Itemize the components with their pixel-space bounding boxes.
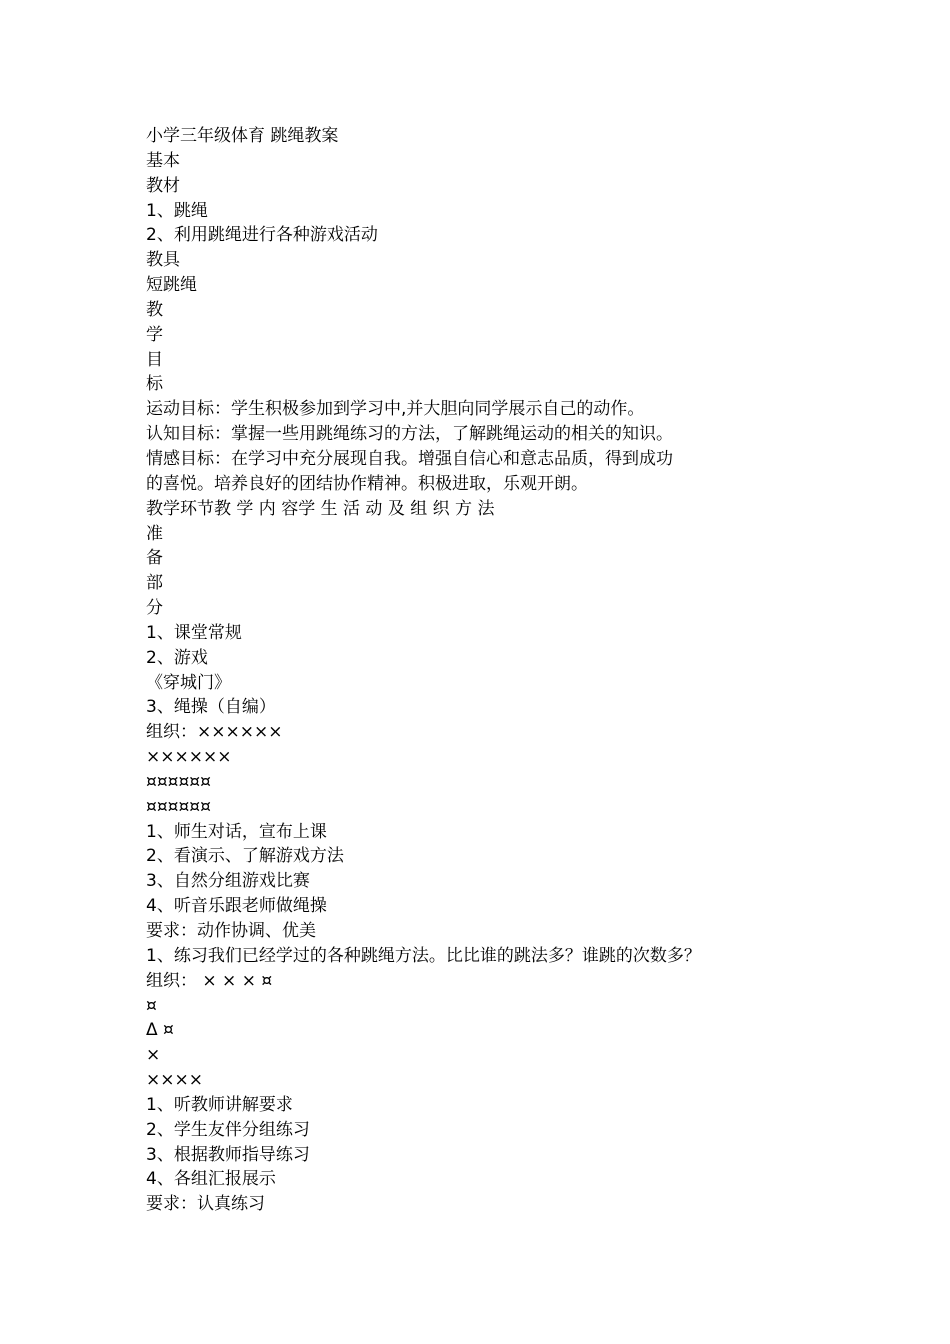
document-title: 小学三年级体育 跳绳教案 — [146, 126, 339, 146]
text-line: Δ ¤ — [146, 1020, 174, 1041]
text-line: 短跳绳 — [146, 275, 197, 296]
text-line: ×××××× — [146, 747, 232, 768]
text-line: 基本 — [146, 150, 180, 171]
text-line: 3、绳操（自编） — [146, 697, 276, 718]
text-line: 2、利用跳绳进行各种游戏活动 — [146, 225, 378, 246]
text-line: 2、游戏 — [146, 647, 208, 668]
text-line: ¤¤¤¤¤¤ — [146, 796, 211, 817]
text-line: ¤ — [146, 995, 157, 1016]
text-line: 教材 — [146, 175, 180, 196]
text-line: 1、师生对话，宣布上课 — [146, 821, 327, 842]
text-line: 2、看演示、了解游戏方法 — [146, 846, 344, 867]
text-line: 学 — [146, 324, 163, 345]
lesson-plan-text — [146, 124, 906, 1217]
text-line: 认知目标：掌握一些用跳绳练习的方法，了解跳绳运动的相关的知识。 — [146, 424, 673, 445]
text-line: 标 — [146, 374, 163, 395]
text-line: 《穿城门》 — [146, 672, 231, 693]
text-line: 2、学生友伴分组练习 — [146, 1119, 310, 1140]
text-line: 目 — [146, 349, 163, 370]
text-line: 准 — [146, 523, 163, 544]
text-line: 1、跳绳 — [146, 200, 208, 221]
text-line: × — [146, 1045, 161, 1066]
text-line: 要求：动作协调、优美 — [146, 921, 316, 941]
text-line: 1、课堂常规 — [146, 622, 242, 643]
text-line: 4、各组汇报展示 — [146, 1169, 276, 1190]
text-line: ×××× — [146, 1070, 203, 1091]
text-line: 备 — [146, 548, 163, 569]
text-line: 分 — [146, 598, 163, 619]
text-line: 教学环节教 学 内 容学 生 活 动 及 组 织 方 法 — [146, 498, 495, 519]
text-line: ¤¤¤¤¤¤ — [146, 771, 211, 792]
text-line: 运动目标：学生积极参加到学习中,并大胆向同学展示自己的动作。 — [146, 399, 645, 420]
text-line: 的喜悦。培养良好的团结协作精神。积极进取，乐观开朗。 — [146, 473, 588, 494]
text-line: 1、练习我们已经学过的各种跳绳方法。比比谁的跳法多？谁跳的次数多？ — [146, 945, 701, 966]
text-line: 教具 — [146, 250, 180, 271]
text-line: 教 — [146, 299, 163, 320]
text-line: 组织：×××××× — [146, 722, 283, 743]
text-line: 3、自然分组游戏比赛 — [146, 871, 310, 892]
text-line: 要求：认真练习 — [146, 1194, 265, 1215]
text-line: 组织： × × × ¤ — [146, 970, 273, 991]
text-line: 3、根据教师指导练习 — [146, 1144, 310, 1165]
text-line: 部 — [146, 573, 163, 594]
text-line: 4、听音乐跟老师做绳操 — [146, 896, 327, 917]
text-line: 情感目标：在学习中充分展现自我。增强自信心和意志品质，得到成功 — [146, 448, 673, 469]
text-line: 1、听教师讲解要求 — [146, 1094, 293, 1115]
